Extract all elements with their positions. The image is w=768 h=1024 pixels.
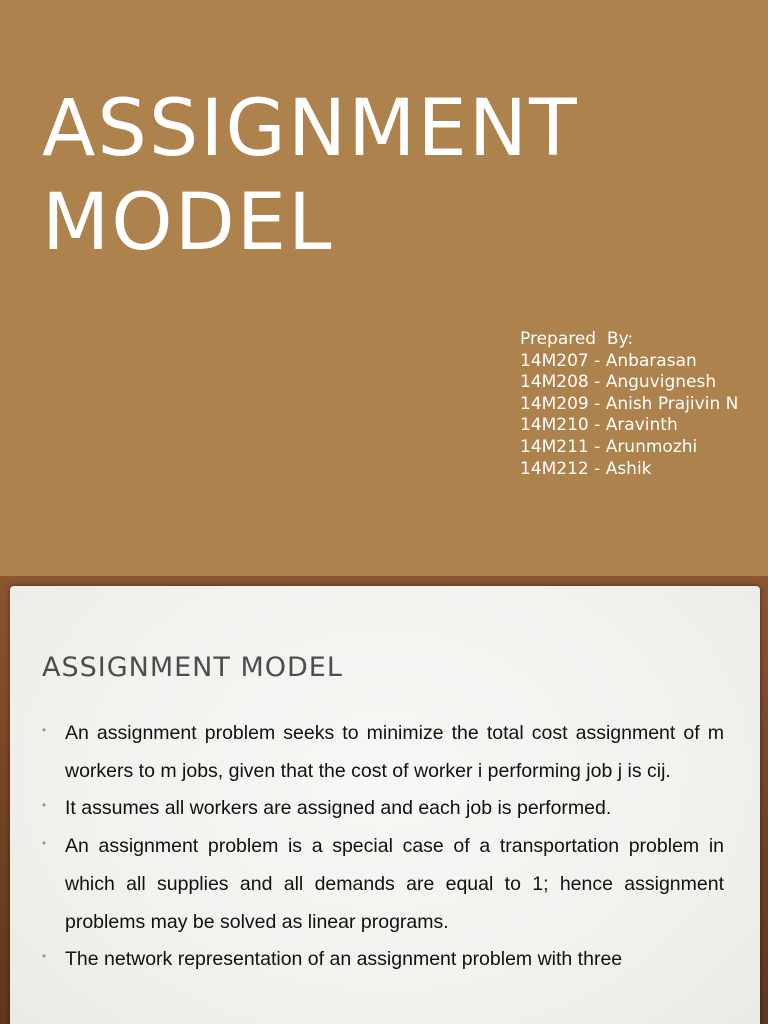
bullet-text: The network representation of an assignment problem with three xyxy=(65,948,623,971)
title-line-1: ASSIGNMENT xyxy=(42,84,579,174)
credit-line: 14M211 - Arunmozhi xyxy=(520,436,698,457)
bullet-dot-icon: • xyxy=(42,723,47,737)
title-line-2: MODEL xyxy=(42,178,334,268)
credit-line: 14M207 - Anbarasan xyxy=(520,350,697,371)
content-slide xyxy=(10,586,760,1024)
content-slide-title: ASSIGNMENT MODEL xyxy=(42,652,343,683)
credit-line: 14M212 - Ashik xyxy=(520,458,652,479)
credit-line: 14M210 - Aravinth xyxy=(520,415,678,436)
slide-title xyxy=(42,82,742,270)
bullet-text: An assignment problem seeks to minimize the total cost assignment of m workers to m jobs, given that the cost of worker i performing job j is cij. xyxy=(65,722,724,782)
bullet-dot-icon: • xyxy=(42,798,47,813)
bullet-text: It assumes all workers are assigned and each job is performed. xyxy=(65,797,612,820)
bullet-dot-icon: • xyxy=(42,949,47,964)
credit-line: 14M209 - Anish Prajivin N xyxy=(520,393,739,414)
bullet-item xyxy=(42,790,724,828)
bullet-item xyxy=(42,828,724,941)
bullet-dot-icon: • xyxy=(42,836,47,851)
credits-block xyxy=(520,329,768,480)
credit-line: 14M208 - Anguvignesh xyxy=(520,372,717,393)
bullet-list xyxy=(42,715,724,979)
prepared-by-label: Prepared By: xyxy=(520,329,634,349)
bullet-item xyxy=(42,715,724,790)
bullet-item xyxy=(42,941,724,979)
bullet-text: An assignment problem is a special case of a transportation problem in which all supplies and all demands are equal to 1; hence assignment problems may be solved as linear programs. xyxy=(65,835,724,933)
